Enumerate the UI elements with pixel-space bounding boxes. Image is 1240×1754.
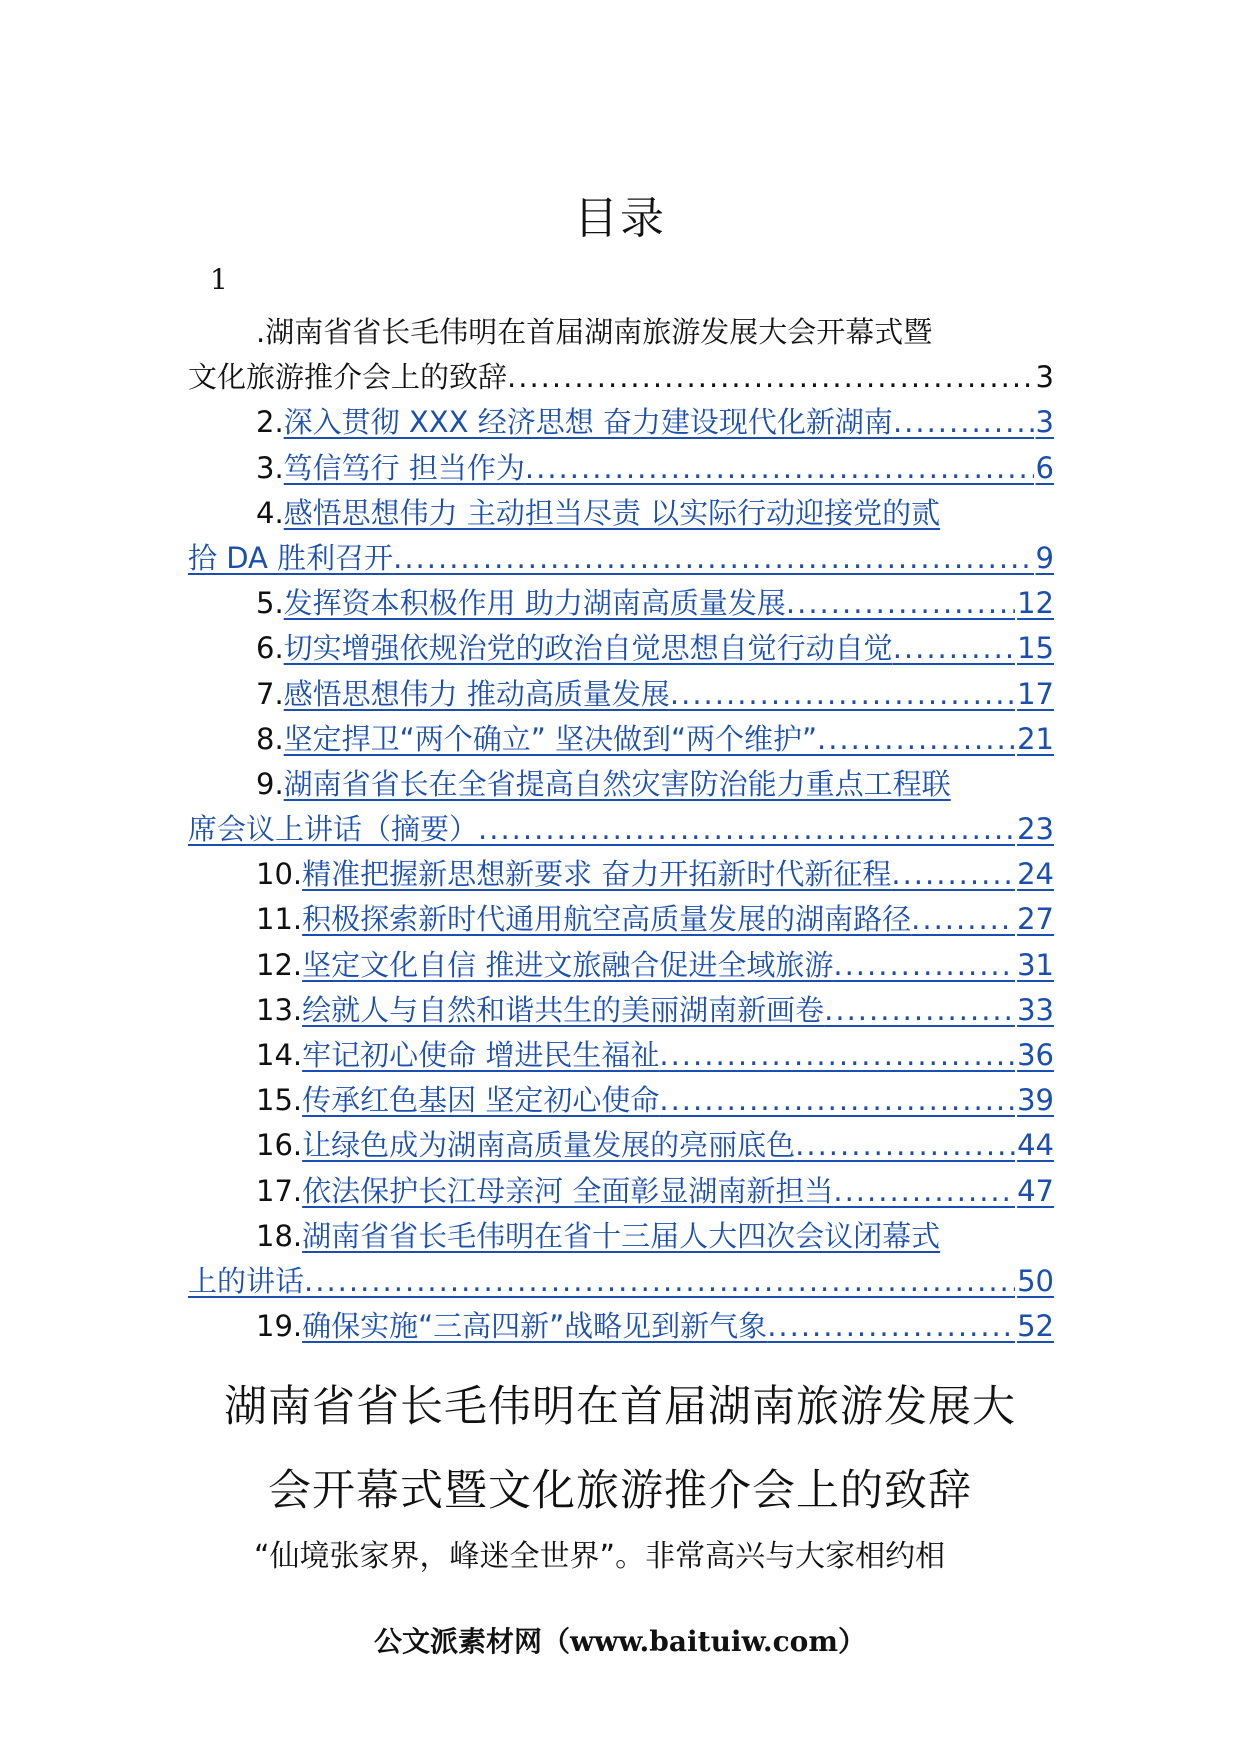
toc-entry[interactable]	[188, 672, 1054, 717]
toc-page-number[interactable]: 15	[1017, 631, 1054, 666]
toc-entry-link[interactable]: 牢记初心使命 增进民生福祉	[302, 1038, 660, 1072]
toc-entry-number: 4.	[256, 495, 284, 530]
toc-entry-number: 3.	[256, 450, 284, 485]
toc-entry-line	[188, 400, 1054, 445]
toc-page-number[interactable]: 17	[1017, 676, 1054, 711]
toc-entry-line	[188, 943, 1054, 988]
toc-page-number[interactable]: 47	[1017, 1173, 1054, 1208]
toc-entry-line	[188, 762, 1054, 807]
toc-entry[interactable]	[188, 491, 1054, 581]
toc-entry-link: 文化旅游推介会上的致辞	[188, 360, 508, 395]
toc-page-number[interactable]: 23	[1017, 812, 1054, 847]
toc-entry-number: 16.	[256, 1128, 303, 1163]
toc-page-number[interactable]: 12	[1017, 586, 1054, 621]
toc-entry-number: 5.	[256, 586, 284, 621]
toc-entry-line	[188, 988, 1054, 1033]
toc-entry-line	[188, 446, 1054, 491]
toc-dot-leader	[767, 1304, 1015, 1349]
toc-entry-line	[188, 626, 1054, 671]
toc-entry-line	[188, 672, 1054, 717]
toc-dot-leader	[893, 626, 1015, 671]
toc-page-number[interactable]: 33	[1017, 992, 1054, 1027]
toc-dot-leader	[478, 807, 1015, 852]
toc-entry[interactable]	[188, 581, 1054, 626]
toc-entry-number: 17.	[256, 1173, 303, 1208]
toc-entry-link[interactable]: 深入贯彻 XXX 经济思想 奋力建设现代化新湖南	[283, 405, 893, 440]
toc-title: 目录	[574, 193, 666, 244]
article-paragraph: “仙境张家界，峰迷全世界”。非常高兴与大家相约相	[254, 1539, 946, 1574]
toc-entry-link[interactable]: 席会议上讲话（摘要）	[188, 812, 479, 847]
toc-entry-line	[188, 1304, 1054, 1349]
toc-page-number[interactable]: 24	[1017, 857, 1054, 892]
toc-entry-number: 9.	[256, 766, 284, 801]
toc-entry-link: 湖南省省长毛伟明在首届湖南旅游发展大会开幕式暨	[265, 315, 933, 349]
toc-entry-link[interactable]: 湖南省省长在全省提高自然灾害防治能力重点工程联	[283, 766, 951, 801]
toc-entry-number: 7.	[256, 676, 284, 711]
toc-entry[interactable]	[188, 626, 1054, 671]
toc-entry-link[interactable]: 让绿色成为湖南高质量发展的亮丽底色	[302, 1128, 796, 1163]
toc-dot-leader	[393, 536, 1033, 581]
toc-dot-leader	[833, 1169, 1015, 1214]
article-title-line-2: 会开幕式暨文化旅游推介会上的致辞	[268, 1466, 972, 1516]
toc-entry[interactable]	[188, 1078, 1054, 1123]
toc-page-number[interactable]: 44	[1017, 1128, 1054, 1163]
toc-entry-line	[188, 310, 1054, 355]
toc-page-number[interactable]: 9	[1035, 540, 1054, 575]
toc-dot-leader	[304, 1259, 1015, 1304]
toc-entry-line	[188, 1123, 1054, 1168]
toc-dot-leader	[817, 717, 1015, 762]
toc-page-number[interactable]: 39	[1017, 1083, 1054, 1118]
toc-entry-number: 12.	[256, 947, 303, 982]
toc-entry-number: 6.	[256, 631, 284, 666]
toc-entry-number: 18.	[256, 1218, 303, 1253]
toc-entry[interactable]	[188, 897, 1054, 942]
toc-entry-line	[188, 355, 1054, 400]
toc-entry-link[interactable]: 切实增强依规治党的政治自觉思想自觉行动自觉	[283, 631, 893, 666]
toc-entry[interactable]	[188, 1169, 1054, 1214]
toc-entry-number: 13.	[256, 992, 303, 1027]
toc-entry-link[interactable]: 坚定文化自信 推进文旅融合促进全域旅游	[302, 947, 834, 982]
toc-entry-link[interactable]: 坚定捍卫“两个确立” 坚决做到“两个维护”	[283, 721, 817, 756]
toc-entry-number: 8.	[256, 721, 284, 756]
toc-page-number[interactable]: 31	[1017, 947, 1054, 982]
toc-entry-number: 11.	[256, 902, 303, 937]
toc-entry-link[interactable]: 传承红色基因 坚定初心使命	[302, 1083, 660, 1118]
footer-watermark: 公文派素材网（www.baituiw.com）	[374, 1625, 866, 1658]
toc-entry-line	[188, 1033, 1054, 1078]
article-title	[150, 1365, 1090, 1533]
toc-entry[interactable]	[188, 400, 1054, 445]
toc-dot-leader	[659, 1078, 1015, 1123]
toc-dot-leader	[891, 852, 1015, 897]
toc-page-number[interactable]: 21	[1017, 721, 1054, 756]
toc-entry-link[interactable]: 依法保护长江母亲河 全面彰显湖南新担当	[302, 1173, 834, 1208]
toc-entry[interactable]	[188, 1214, 1054, 1304]
toc-entry-line	[188, 491, 1054, 536]
toc-dot-leader	[659, 1033, 1015, 1078]
toc-dot-leader	[507, 355, 1034, 400]
toc-entry[interactable]	[188, 1304, 1054, 1349]
toc-dot-leader	[786, 581, 1015, 626]
toc-entry-line	[188, 1259, 1054, 1304]
article-title-line-1: 湖南省省长毛伟明在首届湖南旅游发展大	[224, 1382, 1016, 1432]
toc-dot-leader	[911, 897, 1015, 942]
toc-entry	[188, 310, 1054, 400]
toc-dot-leader	[833, 943, 1015, 988]
toc-entry-line	[188, 581, 1054, 626]
toc-entry-link[interactable]: 湖南省省长毛伟明在省十三届人大四次会议闭幕式	[302, 1218, 941, 1253]
toc-page-number[interactable]: 6	[1035, 450, 1054, 485]
toc-entry-line	[188, 1214, 1054, 1259]
toc-entry-link[interactable]: 笃信笃行 担当作为	[283, 450, 525, 485]
toc-entry-number: 19.	[256, 1309, 303, 1344]
toc-entry-link[interactable]: 发挥资本积极作用 助力湖南高质量发展	[283, 586, 786, 621]
toc-entry-line	[188, 852, 1054, 897]
toc-entry-link[interactable]: 感悟思想伟力 推动高质量发展	[283, 676, 670, 711]
toc-entry[interactable]	[188, 852, 1054, 897]
toc-page-number[interactable]: 50	[1017, 1263, 1054, 1298]
toc-entry-number: 14.	[256, 1038, 303, 1072]
toc-entry-number: 15.	[256, 1083, 303, 1118]
toc-entry-number: .	[256, 315, 266, 349]
toc-entry-link[interactable]: 上的讲话	[188, 1263, 305, 1298]
toc-page-number[interactable]: 27	[1017, 902, 1054, 937]
toc-entry[interactable]	[188, 943, 1054, 988]
toc-entry-number: 2.	[256, 405, 284, 440]
toc-entry-link[interactable]: 绘就人与自然和谐共生的美丽湖南新画卷	[302, 992, 825, 1027]
toc-entry[interactable]	[188, 988, 1054, 1033]
toc-page-number[interactable]: 36	[1017, 1038, 1054, 1072]
toc-entry-line	[188, 1078, 1054, 1123]
toc-page-number: 3	[1035, 360, 1054, 395]
toc-entry[interactable]	[188, 446, 1054, 491]
toc-entry[interactable]	[188, 762, 1054, 852]
toc-entry[interactable]	[188, 717, 1054, 762]
toc-entry-link[interactable]: 积极探索新时代通用航空高质量发展的湖南路径	[302, 902, 912, 937]
toc-entry-line	[188, 536, 1054, 581]
toc-page-number[interactable]: 52	[1017, 1309, 1054, 1344]
page-marker: 1	[210, 263, 228, 296]
toc-entry-line	[188, 717, 1054, 762]
toc-entry-line	[188, 1169, 1054, 1214]
toc-entry[interactable]	[188, 1123, 1054, 1168]
toc-page-number[interactable]: 3	[1035, 405, 1054, 440]
toc-entry-link[interactable]: 确保实施“三高四新”战略见到新气象	[302, 1309, 768, 1344]
toc-dot-leader	[795, 1123, 1015, 1168]
toc-dot-leader	[525, 446, 1034, 491]
toc-entry[interactable]	[188, 1033, 1054, 1078]
toc-entry-line	[188, 807, 1054, 852]
toc-entry-link[interactable]: 拾 DA 胜利召开	[188, 540, 394, 575]
toc-entry-line	[188, 897, 1054, 942]
toc-entry-link[interactable]: 精准把握新思想新要求 奋力开拓新时代新征程	[302, 857, 892, 892]
toc-dot-leader	[893, 400, 1034, 445]
toc-entry-link[interactable]: 感悟思想伟力 主动担当尽责 以实际行动迎接党的贰	[283, 495, 941, 530]
toc-entry-number: 10.	[256, 857, 303, 892]
toc-dot-leader	[824, 988, 1015, 1033]
table-of-contents	[188, 310, 1054, 1349]
toc-dot-leader	[670, 672, 1015, 717]
